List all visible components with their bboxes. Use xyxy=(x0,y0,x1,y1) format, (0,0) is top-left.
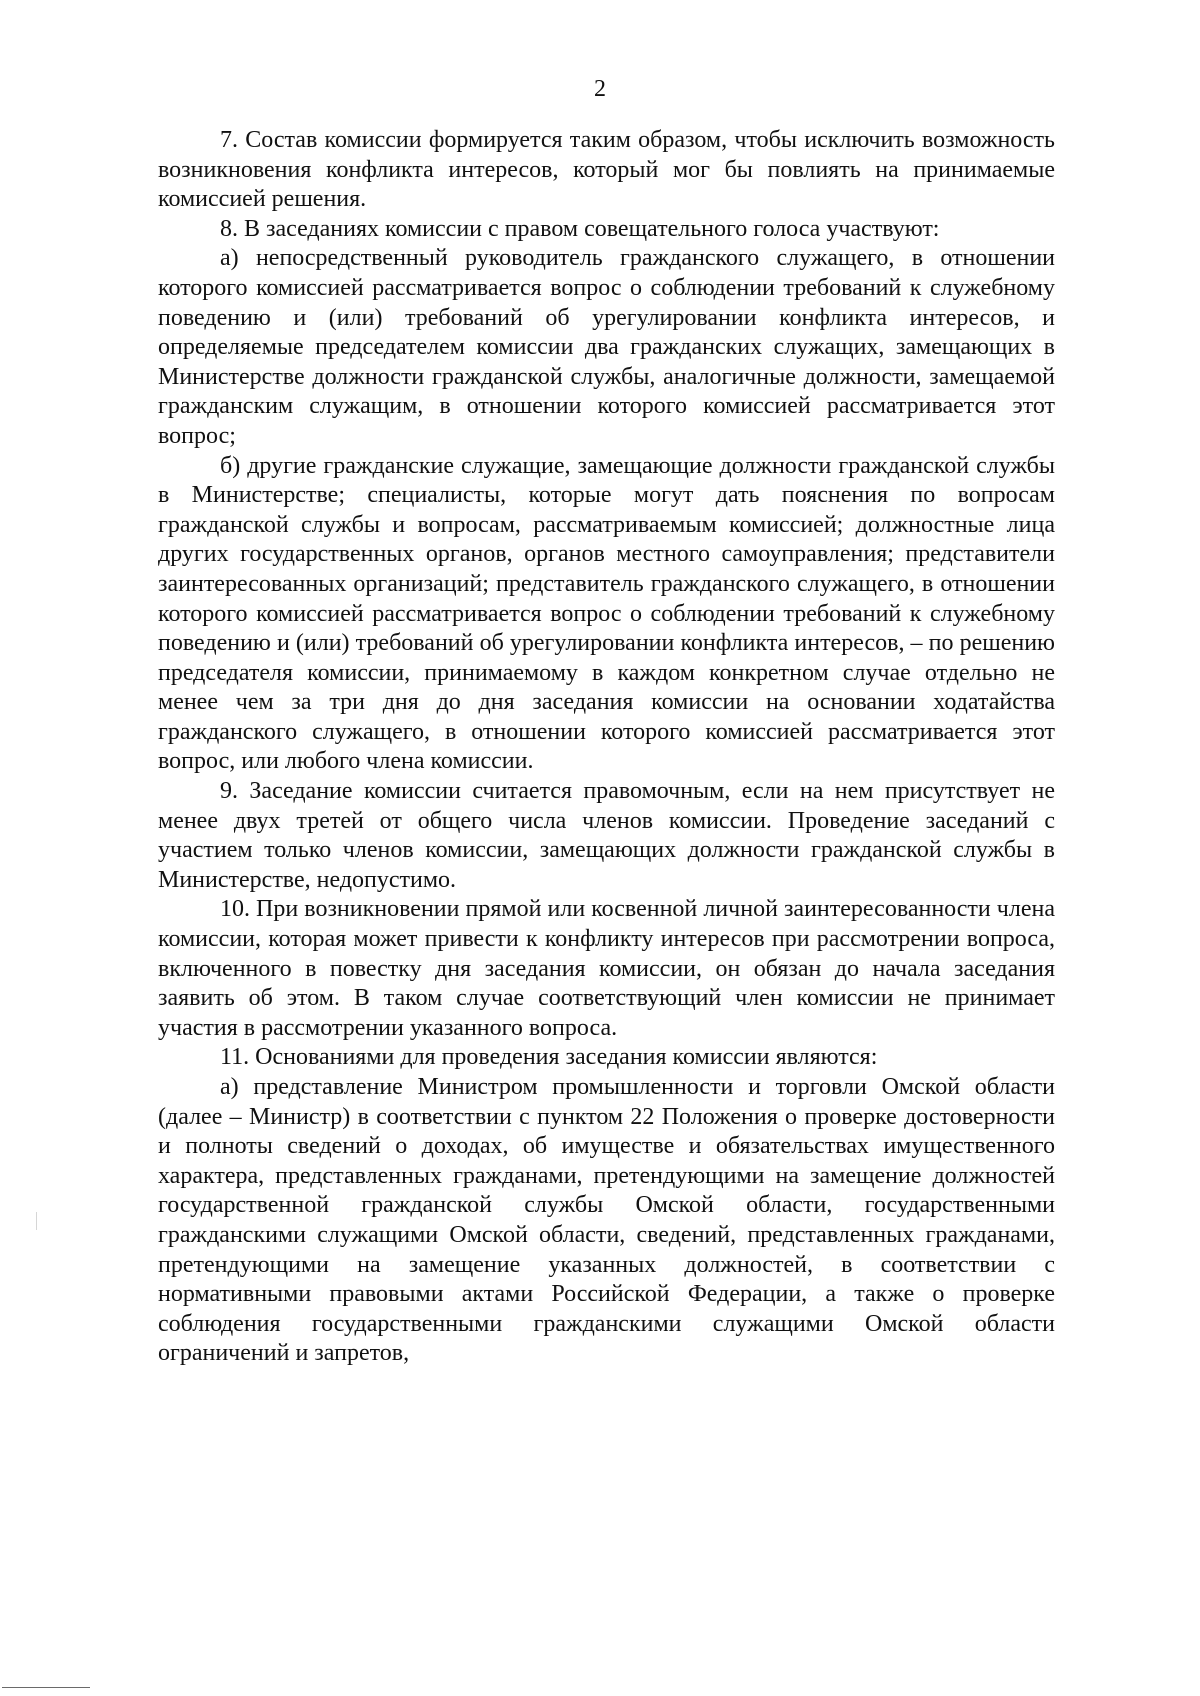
paragraph-7: 7. Состав комиссии формируется таким образом, чтобы исключить возможность возникновения конфликта интересов, который мог бы повлиять на принимаемые комиссией решения. xyxy=(158,127,1055,213)
paragraph-10: 10. При возникновении прямой или косвенной личной заинтересованности члена комиссии, которая может привести к конфликту интересов при рассмотрении вопроса, включенного в повестку дня заседания комиссии, он обязан до начала заседания заявить об этом. В таком случае соответствующий член комиссии не принимает участия в рассмотрении указанного вопроса. xyxy=(158,896,1055,1041)
paragraph-11-a: а) представление Министром промышленности и торговли Омской области (далее – Министр) в соответствии с пунктом 22 Положения о проверке достоверности и полноты сведений о доходах, об имуществе и обязательствах имущественного характера, представленных гражданами, претендующими на замещение должностей государственной гражданской службы Омской области, государственными гражданскими служащими Омской области, сведений, представленных гражданами, претендующими на замещение указанных должностей, в соответствии с нормативными правовыми актами Российской Федерации, а также о проверке соблюдения государственными гражданскими служащими Омской области ограничений и запретов, xyxy=(158,1074,1055,1367)
paragraph-9: 9. Заседание комиссии считается правомочным, если на нем присутствует не менее двух третей от общего числа членов комиссии. Проведение заседаний с участием только членов комиссии, замещающих должности гражданской службы в Министерстве, недопустимо. xyxy=(158,778,1055,893)
paragraph-8-b: б) другие гражданские служащие, замещающие должности гражданской службы в Министерстве; специалисты, которые могут дать пояснения по вопросам гражданской службы и вопросам, рассматриваемым комиссией; должностные лица других государственных органов, органов местного самоуправления; представители заинтересованных организаций; представитель гражданского служащего, в отношении которого комиссией рассматривается вопрос о соблюдении требований к служебному поведению и (или) требований об урегулировании конфликта интересов, – по решению председателя комиссии, принимаемому в каждом конкретном случае отдельно не менее чем за три дня до дня заседания комиссии на основании ходатайства гражданского служащего, в отношении которого комиссией рассматривается этот вопрос, или любого члена комиссии. xyxy=(158,452,1055,775)
paragraph-11: 11. Основаниями для проведения заседания комиссии являются: xyxy=(220,1044,878,1071)
scan-artifact xyxy=(36,1212,37,1230)
document-body xyxy=(158,126,1055,1369)
paragraph-8-a: а) непосредственный руководитель гражданского служащего, в отношении которого комиссией рассматривается вопрос о соблюдении требований к служебному поведению и (или) требований об урегулировании конфликта интересов, и определяемые председателем комиссии два гражданских служащих, замещающих в Министерстве должности гражданской службы, аналогичные должности, замещаемой гражданским служащим, в отношении которого комиссией рассматривается этот вопрос; xyxy=(158,245,1055,449)
paragraph-8: 8. В заседаниях комиссии с правом совещательного голоса участвуют: xyxy=(220,215,940,242)
footer-rule xyxy=(2,1687,90,1688)
page-number: 2 xyxy=(594,76,606,102)
